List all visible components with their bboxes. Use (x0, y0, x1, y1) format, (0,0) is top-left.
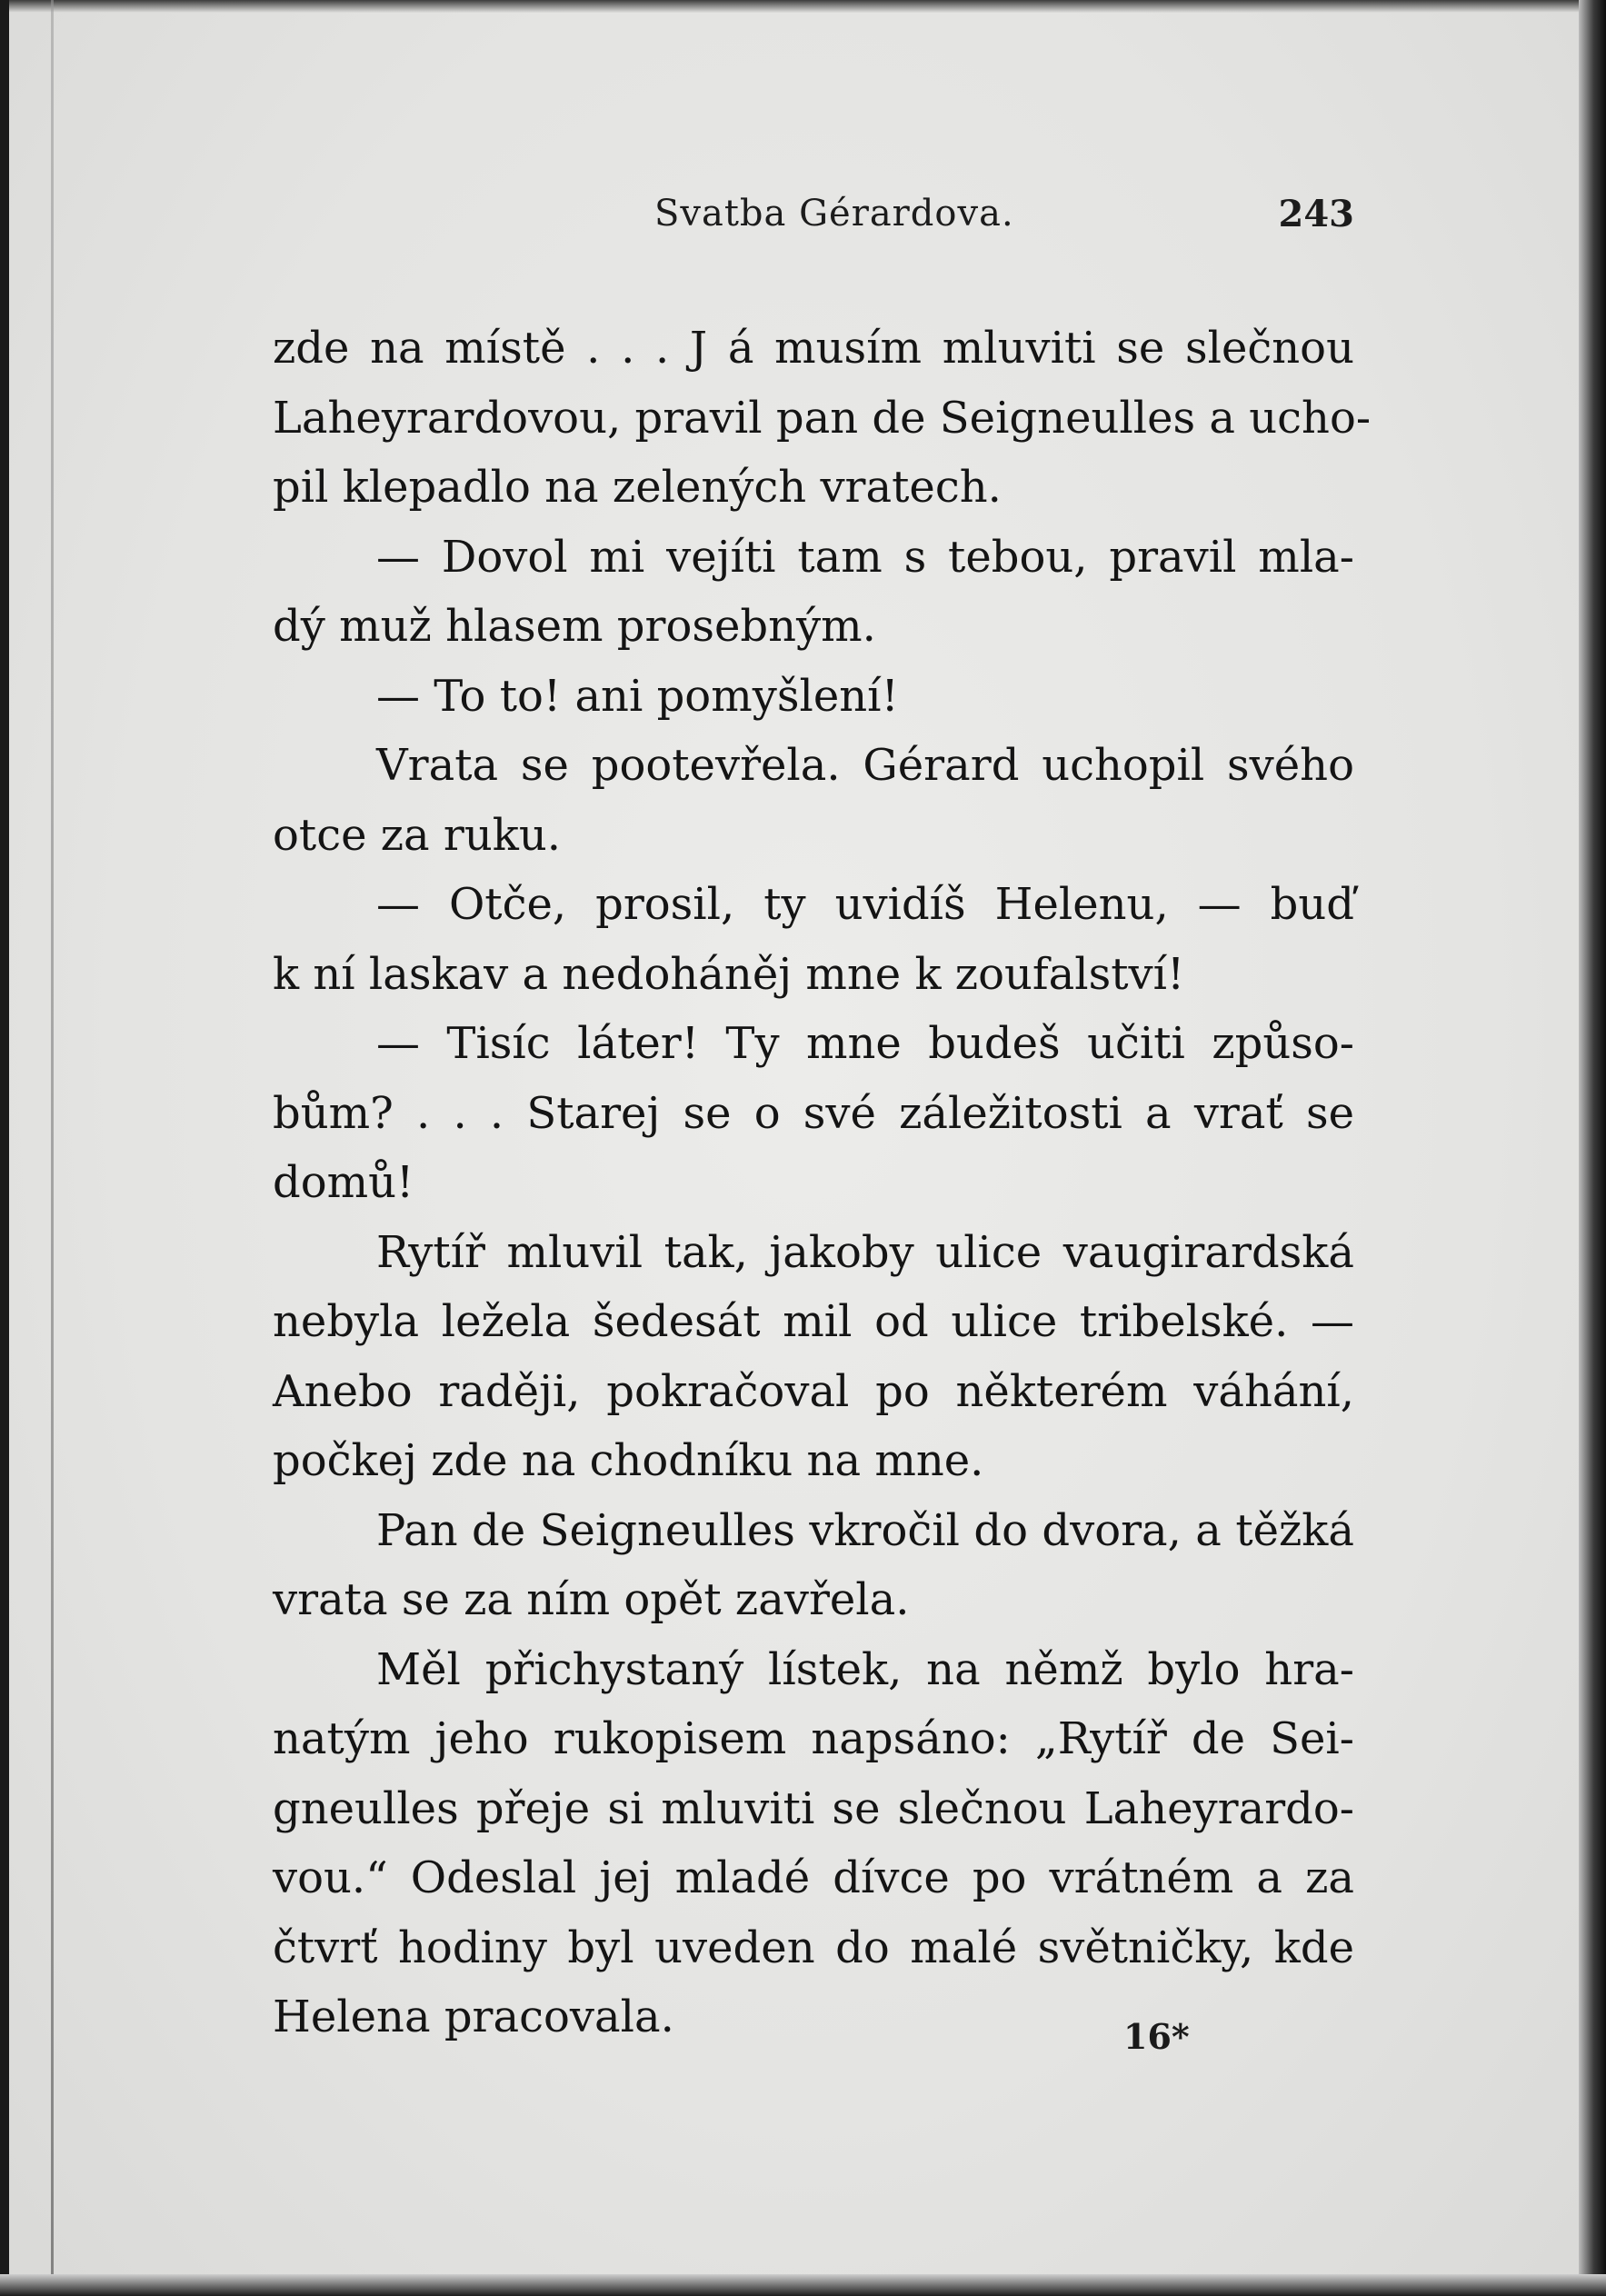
signature-mark: 16* (1123, 2016, 1190, 2057)
text-line: — To to! ani pomyšlení! (376, 670, 899, 722)
page-number: 243 (1278, 193, 1354, 235)
page-header (273, 193, 1354, 247)
scan-edge-top (0, 0, 1606, 13)
text-line: domů! (273, 1157, 414, 1208)
text-line: Helena pracovala. (273, 1992, 674, 2042)
running-title: Svatba Gérardova. (654, 193, 1014, 235)
text-line: Rytíř mluvil tak, jakoby ulice vaugirardská (376, 1226, 1354, 1278)
text-line: vrata se za ním opět zavřela. (273, 1574, 910, 1625)
scan-edge-right (1579, 0, 1606, 2296)
text-line: čtvrť hodiny byl uveden do malé světničky, kde (273, 1922, 1354, 1973)
scan-edge-left (0, 0, 9, 2296)
text-line: — Tisíc láter! Ty mne budeš učiti způso- (376, 1018, 1354, 1069)
text-line: Anebo raději, pokračoval po některém váhání, (273, 1365, 1354, 1417)
text-line: Laheyrardovou, pravil pan de Seigneulles a ucho- (273, 392, 1372, 444)
text-line: k ní laskav a nedoháněj mne k zoufalství! (273, 948, 1185, 1000)
text-line: vou.“ Odeslal jej mladé dívce po vrátném a za (273, 1852, 1354, 1903)
text-line: gneulles přeje si mluviti se slečnou Laheyrardo- (273, 1782, 1354, 1834)
text-line: nebyla ležela šedesát mil od ulice tribelské. — (273, 1296, 1354, 1347)
text-line: Měl přichystaný lístek, na němž bylo hra- (376, 1643, 1354, 1695)
text-line: bům? . . . Starej se o své záležitosti a vrať se (273, 1087, 1354, 1139)
text-line: zde na místě . . . J á musím mluviti se slečnou (273, 323, 1354, 374)
scan-edge-bottom (0, 2274, 1606, 2296)
text-line: Pan de Seigneulles vkročil do dvora, a těžká (376, 1504, 1354, 1556)
text-line: Vrata se pootevřela. Gérard uchopil svého (376, 740, 1354, 791)
text-line: — Otče, prosil, ty uvidíš Helenu, — buď (376, 879, 1354, 930)
page-gutter-line (51, 0, 54, 2296)
body-text (273, 314, 1372, 2052)
text-line: dý muž hlasem prosebným. (273, 601, 876, 652)
text-line: otce za ruku. (273, 809, 562, 861)
text-line: natým jeho rukopisem napsáno: „Rytíř de Sei- (273, 1713, 1354, 1764)
text-line: počkej zde na chodníku na mne. (273, 1435, 984, 1486)
text-line: — Dovol mi vejíti tam s tebou, pravil mla- (376, 531, 1354, 583)
text-line: pil klepadlo na zelených vratech. (273, 462, 1002, 513)
